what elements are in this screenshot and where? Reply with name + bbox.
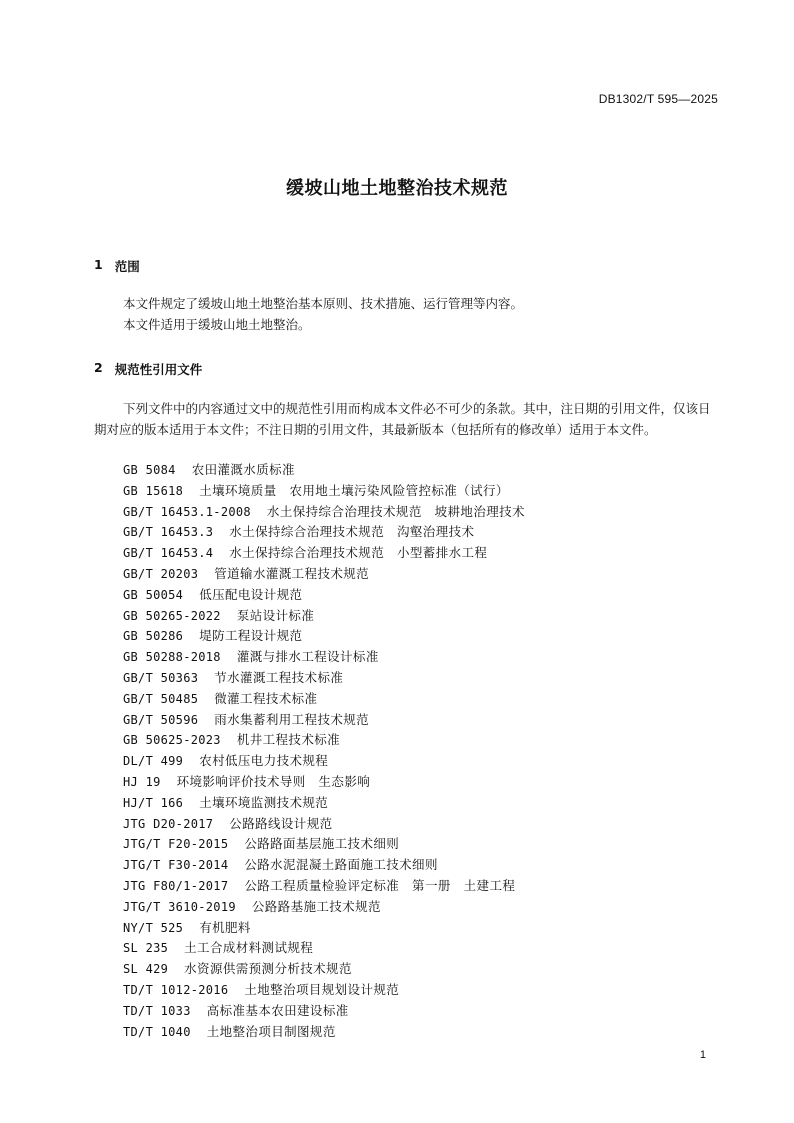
reference-title: 农村低压电力技术规程 xyxy=(199,753,329,769)
reference-title: 节水灌溉工程技术标准 xyxy=(214,669,344,685)
reference-title: 环境影响评价技术导则 生态影响 xyxy=(176,773,371,789)
reference-item xyxy=(123,897,525,918)
reference-code: TD/T 1040 xyxy=(123,1024,191,1039)
reference-title: 管道输水灌溉工程技术规范 xyxy=(214,565,370,581)
reference-title: 公路路线设计规范 xyxy=(229,815,333,831)
reference-item xyxy=(123,710,525,731)
reference-item xyxy=(123,1022,525,1043)
reference-item xyxy=(123,647,525,668)
reference-code: JTG D20-2017 xyxy=(123,816,214,831)
reference-title: 堤防工程设计规范 xyxy=(199,628,303,644)
reference-title: 雨水集蓄利用工程技术规范 xyxy=(214,711,370,727)
reference-code: GB/T 16453.4 xyxy=(123,546,214,561)
reference-item xyxy=(123,959,525,980)
reference-code: TD/T 1033 xyxy=(123,1003,191,1018)
reference-title: 公路水泥混凝土路面施工技术细则 xyxy=(244,857,438,873)
reference-code: JTG/T F30-2014 xyxy=(123,858,229,873)
reference-code: GB/T 50485 xyxy=(123,691,199,706)
reference-item xyxy=(123,730,525,751)
reference-item xyxy=(123,938,525,959)
reference-title: 土工合成材料测试规程 xyxy=(184,940,314,956)
document-title: 缓坡山地土地整治技术规范 xyxy=(286,178,508,199)
reference-item xyxy=(123,522,525,543)
reference-item xyxy=(123,543,525,564)
section-title: 范围 xyxy=(114,259,140,274)
reference-title: 低压配电设计规范 xyxy=(199,586,303,602)
reference-item xyxy=(123,502,525,523)
reference-item xyxy=(123,918,525,939)
reference-item xyxy=(123,772,525,793)
section-heading-references xyxy=(94,360,202,378)
reference-code: GB 5084 xyxy=(123,463,176,477)
references-intro-paragraph: 下列文件中的内容通过文中的规范性引用而构成本文件必不可少的条款。其中，注日期的引用文件，仅该日期对应的版本适用于本文件；不注日期的引用文件，其最新版本（包括所有的修改单）适用于本文件。 xyxy=(94,401,711,437)
section-number: 1 xyxy=(94,257,103,272)
reference-code: HJ 19 xyxy=(123,774,161,789)
reference-code: GB 15618 xyxy=(123,483,184,498)
reference-code: SL 429 xyxy=(123,962,169,977)
reference-item xyxy=(123,814,525,835)
reference-item xyxy=(123,1001,525,1022)
reference-title: 泵站设计标准 xyxy=(236,607,315,623)
reference-code: JTG F80/1-2017 xyxy=(123,878,229,893)
reference-item xyxy=(123,689,525,710)
reference-item xyxy=(123,481,525,502)
reference-code: GB/T 50363 xyxy=(123,670,199,685)
reference-title: 农田灌溉水质标准 xyxy=(191,462,295,477)
reference-item xyxy=(123,876,525,897)
reference-item xyxy=(123,626,525,647)
reference-code: DL/T 499 xyxy=(123,754,184,769)
reference-title: 公路工程质量检验评定标准 第一册 土建工程 xyxy=(244,877,516,893)
reference-item xyxy=(123,855,525,876)
reference-code: GB/T 16453.3 xyxy=(123,525,214,540)
reference-code: JTG/T F20-2015 xyxy=(123,837,229,852)
reference-code: HJ/T 166 xyxy=(123,795,184,810)
reference-code: GB 50288-2018 xyxy=(123,650,221,665)
reference-code: GB/T 16453.1-2008 xyxy=(123,504,251,519)
reference-item xyxy=(123,606,525,627)
reference-title: 机井工程技术标准 xyxy=(236,732,341,748)
reference-title: 公路路面基层施工技术细则 xyxy=(244,836,400,852)
reference-code: GB/T 50596 xyxy=(123,712,199,727)
reference-title: 土壤环境监测技术规范 xyxy=(199,794,329,810)
reference-code: TD/T 1012-2016 xyxy=(123,982,229,997)
reference-title: 微灌工程技术标准 xyxy=(214,690,318,706)
scope-paragraph-1: 本文件规定了缓坡山地土地整治基本原则、技术措施、运行管理等内容。 xyxy=(123,296,524,311)
page-number: 1 xyxy=(699,1049,706,1061)
reference-title: 水土保持综合治理技术规范 坡耕地治理技术 xyxy=(266,503,525,519)
reference-code: NY/T 525 xyxy=(123,920,184,935)
reference-title: 土壤环境质量 农用地土壤污染风险管控标准（试行） xyxy=(199,482,509,498)
reference-code: SL 235 xyxy=(123,941,169,956)
reference-item xyxy=(123,564,525,585)
references-intro xyxy=(94,398,720,440)
reference-item xyxy=(123,585,525,606)
reference-code: GB 50054 xyxy=(123,587,184,602)
reference-title: 水土保持综合治理技术规范 小型蓄排水工程 xyxy=(229,545,488,561)
reference-title: 水土保持综合治理技术规范 沟壑治理技术 xyxy=(229,524,475,540)
reference-code: GB 50286 xyxy=(123,629,184,644)
reference-code: GB 50625-2023 xyxy=(123,733,221,748)
reference-item xyxy=(123,793,525,814)
reference-item xyxy=(123,751,525,772)
reference-item xyxy=(123,980,525,1001)
reference-item xyxy=(123,834,525,855)
reference-title: 高标准基本农田建设标准 xyxy=(206,1002,349,1018)
reference-title: 水资源供需预测分析技术规范 xyxy=(184,961,352,977)
reference-title: 土地整治项目制图规范 xyxy=(206,1023,336,1039)
scope-paragraph-2: 本文件适用于缓坡山地土地整治。 xyxy=(123,317,311,332)
section-number: 2 xyxy=(94,360,103,375)
section-heading-scope xyxy=(94,257,140,275)
scope-body xyxy=(94,293,720,335)
section-title: 规范性引用文件 xyxy=(114,362,203,377)
reference-item xyxy=(123,668,525,689)
reference-code: GB 50265-2022 xyxy=(123,608,221,623)
reference-list xyxy=(123,460,525,1042)
reference-code: GB/T 20203 xyxy=(123,566,199,581)
reference-title: 公路路基施工技术规范 xyxy=(251,898,381,914)
document-code: DB1302/T 595—2025 xyxy=(598,92,718,106)
reference-item xyxy=(123,460,525,481)
reference-title: 灌溉与排水工程设计标准 xyxy=(236,649,379,665)
reference-title: 土地整治项目规划设计规范 xyxy=(244,981,400,997)
reference-code: JTG/T 3610-2019 xyxy=(123,899,236,914)
reference-title: 有机肥料 xyxy=(199,919,251,935)
